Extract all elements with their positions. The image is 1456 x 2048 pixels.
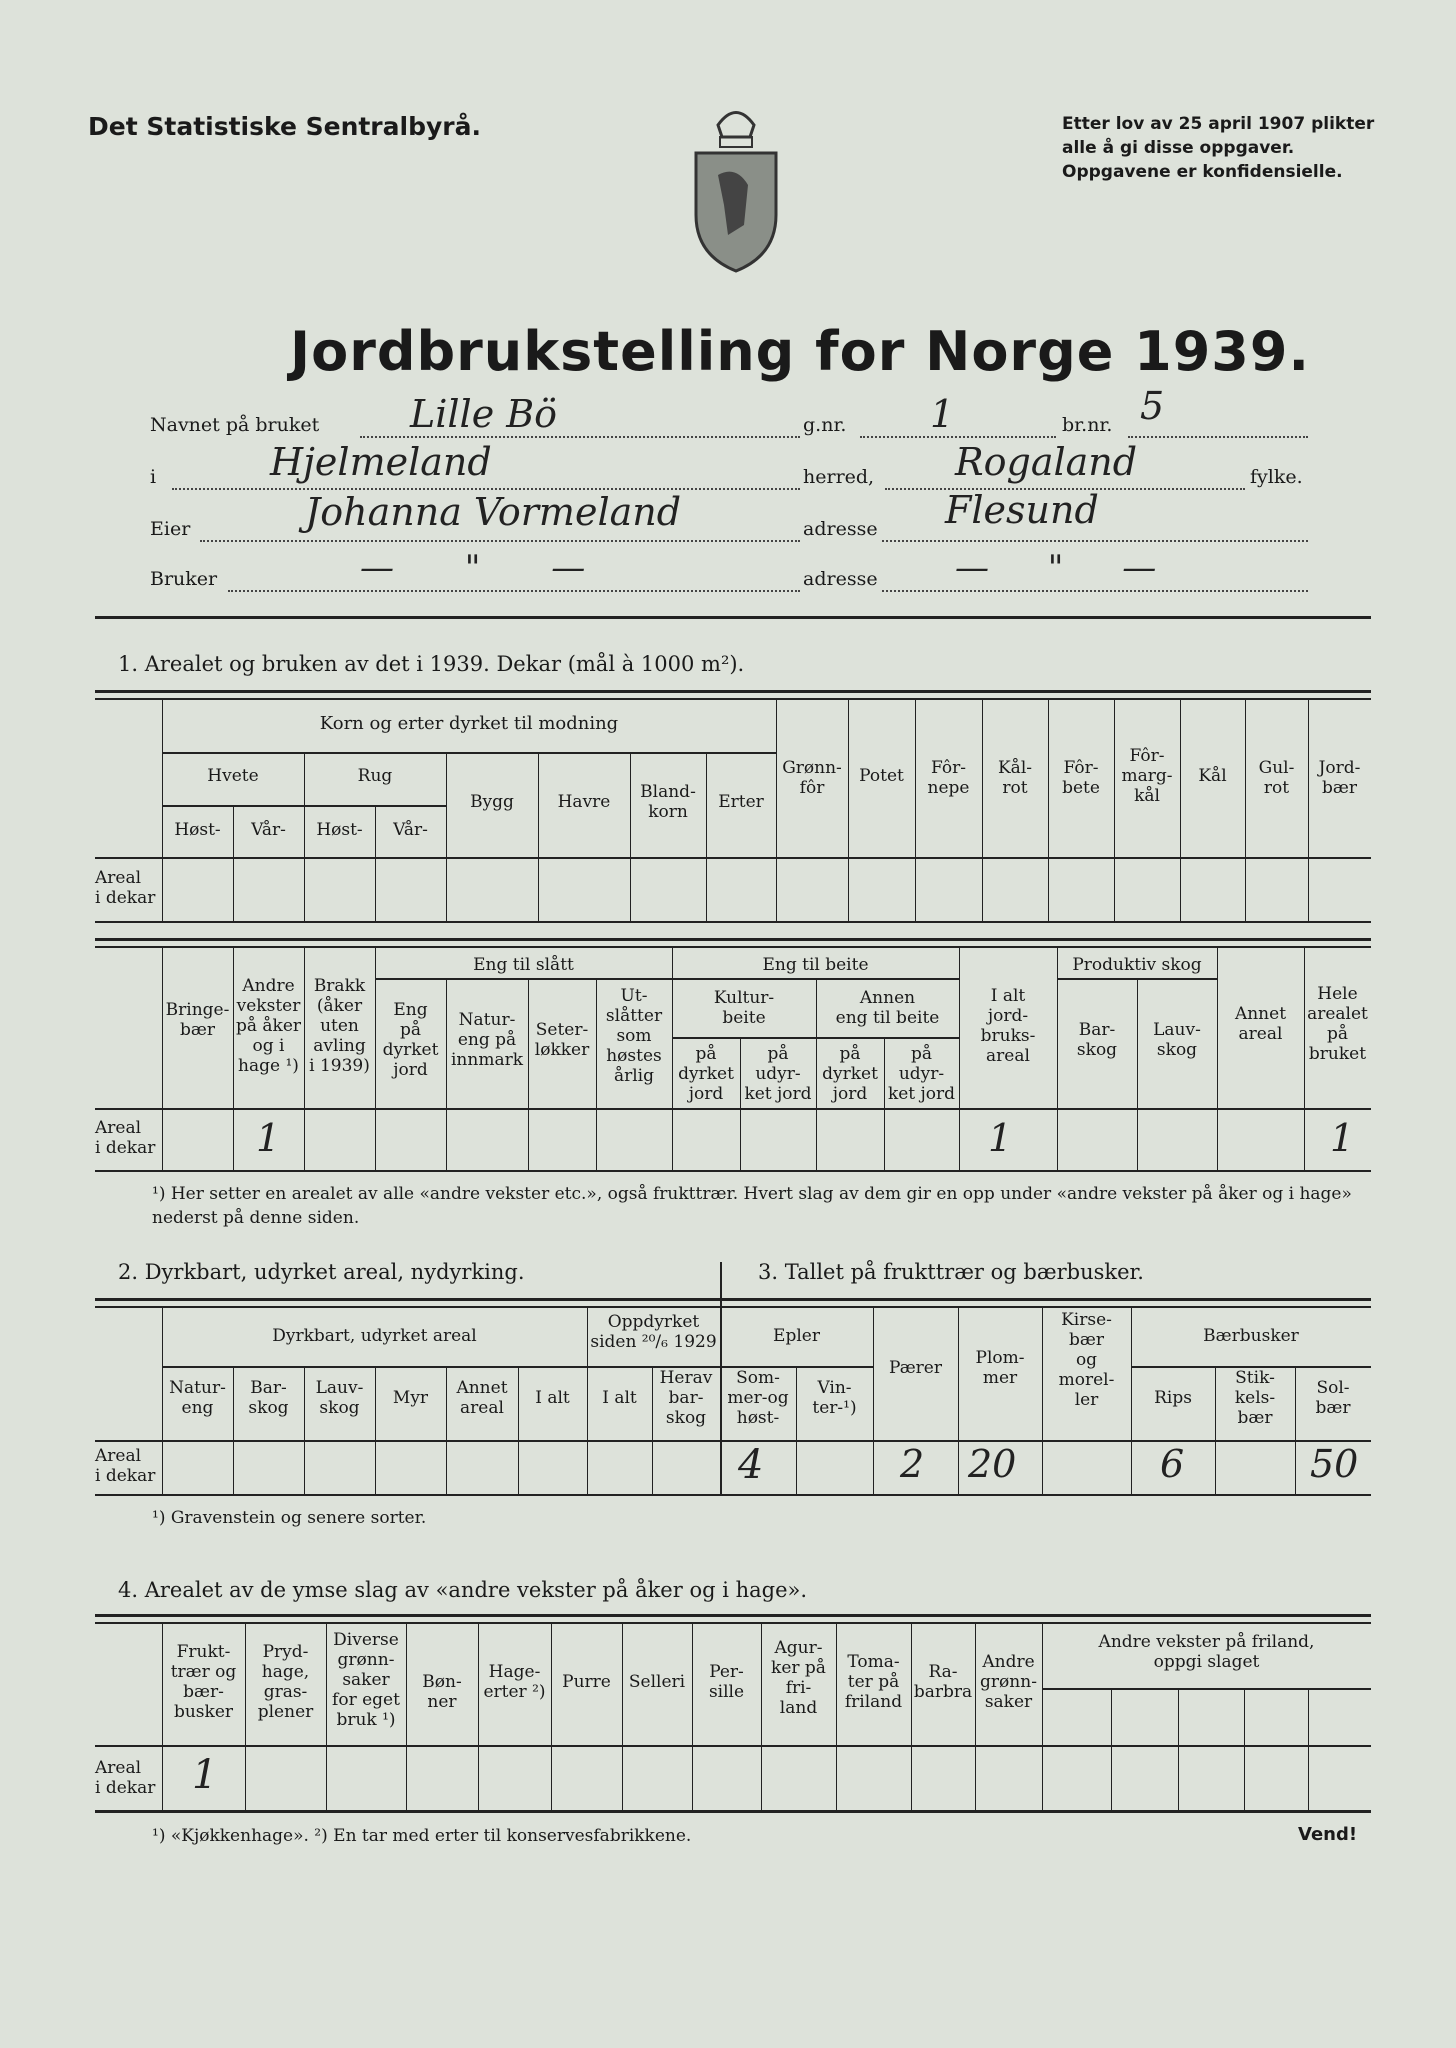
row-label: Areal i dekar: [95, 1446, 156, 1486]
section-2-footnote: ¹) Gravenstein og senere sorter.: [152, 1508, 427, 1528]
eng-dyrket-header: Eng på dyrket jord: [382, 1000, 439, 1080]
legal-notice: [1062, 112, 1374, 184]
agency-name: Det Statistiske Sentralbyrå.: [88, 112, 481, 141]
utslatter-header: Ut- slåtter som høstes årlig: [605, 986, 663, 1086]
gnr-value: 1: [930, 392, 955, 436]
hvete-host: Høst-: [174, 820, 221, 840]
korn-header: Korn og erter dyrket til modning: [319, 713, 619, 734]
s4-purre: Purre: [562, 1672, 611, 1692]
i-alt-jord-header: I alt jord- bruks- areal: [980, 986, 1036, 1066]
hele-arealet-header: Hele arealet på bruket: [1307, 984, 1368, 1064]
rips-value: 6: [1160, 1442, 1185, 1486]
navn-value: Lille Bö: [410, 392, 558, 436]
s4-hageerter: Hage- erter ²): [483, 1662, 546, 1702]
s4-tomater: Toma- ter på friland: [844, 1652, 903, 1712]
s4-selleri: Selleri: [628, 1672, 686, 1692]
erter-header: Erter: [718, 792, 764, 812]
fylke-label: fylke.: [1250, 466, 1303, 488]
s4-andre-gronnsaker: Andre grønn- saker: [980, 1652, 1037, 1712]
hvete-var: Vår-: [251, 820, 286, 840]
plommer-value: 20: [968, 1442, 1017, 1486]
brakk-header: Brakk (åker uten avling i 1939): [309, 976, 370, 1076]
eier-adresse-value: Flesund: [945, 488, 1099, 532]
herred-value: Hjelmeland: [270, 440, 492, 484]
vend-label: Vend!: [1298, 1824, 1358, 1845]
kal-header: Kål: [1198, 766, 1227, 786]
s4-diverse: Diverse grønn- saker for eget bruk ¹): [332, 1630, 400, 1730]
epler-vinter: Vin- ter-¹): [812, 1378, 857, 1418]
kirsebaer-header: Kirse- bær og morel- ler: [1058, 1310, 1115, 1410]
s2-annet: Annet areal: [456, 1378, 508, 1418]
bringebaer-header: Bringe- bær: [165, 1000, 230, 1040]
s4-persille: Per- sille: [708, 1662, 745, 1702]
s4-frukttraer-value: 1: [192, 1752, 218, 1798]
barskog-header: Bar- skog: [1076, 1020, 1118, 1060]
andre-vekster-value: 1: [256, 1116, 281, 1160]
i-alt-jord-value: 1: [988, 1116, 1013, 1160]
blandkorn-header: Bland- korn: [640, 782, 696, 822]
brnr-label: br.nr.: [1062, 414, 1113, 436]
s2-barskog: Bar- skog: [248, 1378, 289, 1418]
coat-of-arms-icon: [688, 85, 784, 275]
bruker-adresse-value: — " —: [955, 548, 1181, 588]
parer-header: Pærer: [889, 1358, 942, 1378]
epler-sommer: Som- mer-og høst-: [727, 1368, 789, 1428]
s4-frukttraer: Frukt- trær og bær- busker: [170, 1642, 237, 1722]
form-title: Jordbrukstelling for Norge 1939.: [290, 320, 1310, 383]
beite-sub-2: på udyr- ket jord: [744, 1044, 812, 1104]
notice-line: Etter lov av 25 april 1907 plikter: [1062, 114, 1375, 134]
annen-eng-header: Annen eng til beite: [835, 988, 940, 1028]
solbaer-value: 50: [1310, 1442, 1359, 1486]
notice-line: Oppgavene er konfidensielle.: [1062, 162, 1343, 182]
epler-sommer-value: 4: [738, 1442, 764, 1488]
s2-natureng: Natur- eng: [169, 1378, 226, 1418]
s2-i-alt: I alt: [535, 1388, 570, 1408]
parer-value: 2: [900, 1442, 925, 1486]
eng-beite-header: Eng til beite: [762, 955, 869, 975]
rug-var: Vår-: [393, 820, 428, 840]
fornepe-header: Fôr- nepe: [927, 758, 970, 798]
dyrkbart-header: Dyrkbart, udyrket areal: [272, 1326, 477, 1346]
s4-rabarbra: Ra- barbra: [913, 1662, 973, 1702]
andre-vekster-header: Andre vekster på åker og i hage ¹): [235, 976, 302, 1076]
formargkal-header: Fôr- marg- kål: [1121, 746, 1173, 806]
havre-header: Havre: [557, 792, 611, 812]
seterlokker-header: Seter- løkker: [534, 1020, 590, 1060]
bygg-header: Bygg: [470, 792, 514, 812]
bruker-adresse-label: adresse: [803, 568, 878, 590]
hvete-header: Hvete: [207, 766, 259, 786]
gnr-label: g.nr.: [803, 414, 847, 436]
epler-header: Epler: [773, 1326, 820, 1346]
fylke-value: Rogaland: [955, 440, 1138, 484]
kalrot-header: Kål- rot: [997, 758, 1033, 798]
forbete-header: Fôr- bete: [1062, 758, 1100, 798]
eier-label: Eier: [150, 518, 191, 540]
s4-prydhage: Pryd- hage, gras- plener: [257, 1642, 314, 1722]
eier-adresse-label: adresse: [803, 518, 878, 540]
section-1-title: 1. Arealet og bruken av det i 1939. Dekar (mål à 1000 m²).: [118, 652, 745, 676]
opp-i-alt: I alt: [602, 1388, 637, 1408]
navn-label: Navnet på bruket: [150, 414, 320, 436]
beite-sub-1: på dyrket jord: [678, 1044, 734, 1104]
baerbusker-header: Bærbusker: [1203, 1326, 1299, 1346]
beite-sub-4: på udyr- ket jord: [887, 1044, 956, 1104]
s2-myr: Myr: [392, 1388, 429, 1408]
section-1-footnote: ¹) Her setter en arealet av alle «andre vekster etc.», også frukttrær. Hvert slag av dem gir en opp under «andre vekster på åker og i hage» nederst på denne siden.: [152, 1184, 1352, 1228]
natureng-header: Natur- eng på innmark: [450, 1010, 524, 1070]
eier-value: Johanna Vormeland: [305, 490, 682, 534]
section-3-title: 3. Tallet på frukttrær og bærbusker.: [758, 1260, 1144, 1284]
produktiv-skog-header: Produktiv skog: [1072, 955, 1202, 975]
rips-header: Rips: [1154, 1388, 1192, 1408]
section-2-title: 2. Dyrkbart, udyrket areal, nydyrking.: [118, 1260, 525, 1284]
row-label: Areal i dekar: [95, 1758, 156, 1798]
plommer-header: Plom- mer: [975, 1348, 1025, 1388]
potet-header: Potet: [859, 766, 904, 786]
jordbaer-header: Jord- bær: [1318, 758, 1361, 798]
oppdyrket-header: Oppdyrket siden ²⁰/₆ 1929: [590, 1312, 717, 1352]
rug-header: Rug: [357, 766, 393, 786]
kulturbeite-header: Kultur- beite: [713, 988, 775, 1028]
hele-arealet-value: 1: [1330, 1116, 1355, 1160]
section-4-footnote: ¹) «Kjøkkenhage». ²) En tar med erter til konservesfabrikkene.: [152, 1826, 692, 1846]
s4-agurker: Agur- ker på fri- land: [771, 1638, 826, 1718]
gronnfor-header: Grønn- fôr: [782, 758, 842, 798]
solbaer-header: Sol- bær: [1315, 1378, 1351, 1418]
lauvskog-header: Lauv- skog: [1153, 1020, 1201, 1060]
rug-host: Høst-: [316, 820, 363, 840]
herred-label: herred,: [803, 466, 875, 488]
bruker-label: Bruker: [150, 568, 218, 590]
row-label: Areal i dekar: [95, 868, 156, 908]
notice-line: alle å gi disse oppgaver.: [1062, 138, 1295, 158]
row-label: Areal i dekar: [95, 1118, 156, 1158]
s4-bonner: Bøn- ner: [422, 1672, 462, 1712]
s4-andre-vekster-header: Andre vekster på friland, oppgi slaget: [1098, 1632, 1315, 1672]
stikkelsbaer-header: Stik- kels- bær: [1234, 1368, 1276, 1428]
opp-herav: Herav bar- skog: [659, 1368, 713, 1428]
s2-lauvskog: Lauv- skog: [315, 1378, 364, 1418]
annet-areal-header: Annet areal: [1234, 1004, 1287, 1044]
gulrot-header: Gul- rot: [1258, 758, 1295, 798]
brnr-value: 5: [1140, 384, 1165, 428]
eng-slatt-header: Eng til slått: [473, 955, 574, 975]
bruker-value: — " —: [360, 548, 616, 588]
section-4-title: 4. Arealet av de ymse slag av «andre vekster på åker og i hage».: [118, 1578, 808, 1602]
beite-sub-3: på dyrket jord: [822, 1044, 878, 1104]
i-label: i: [150, 466, 157, 488]
